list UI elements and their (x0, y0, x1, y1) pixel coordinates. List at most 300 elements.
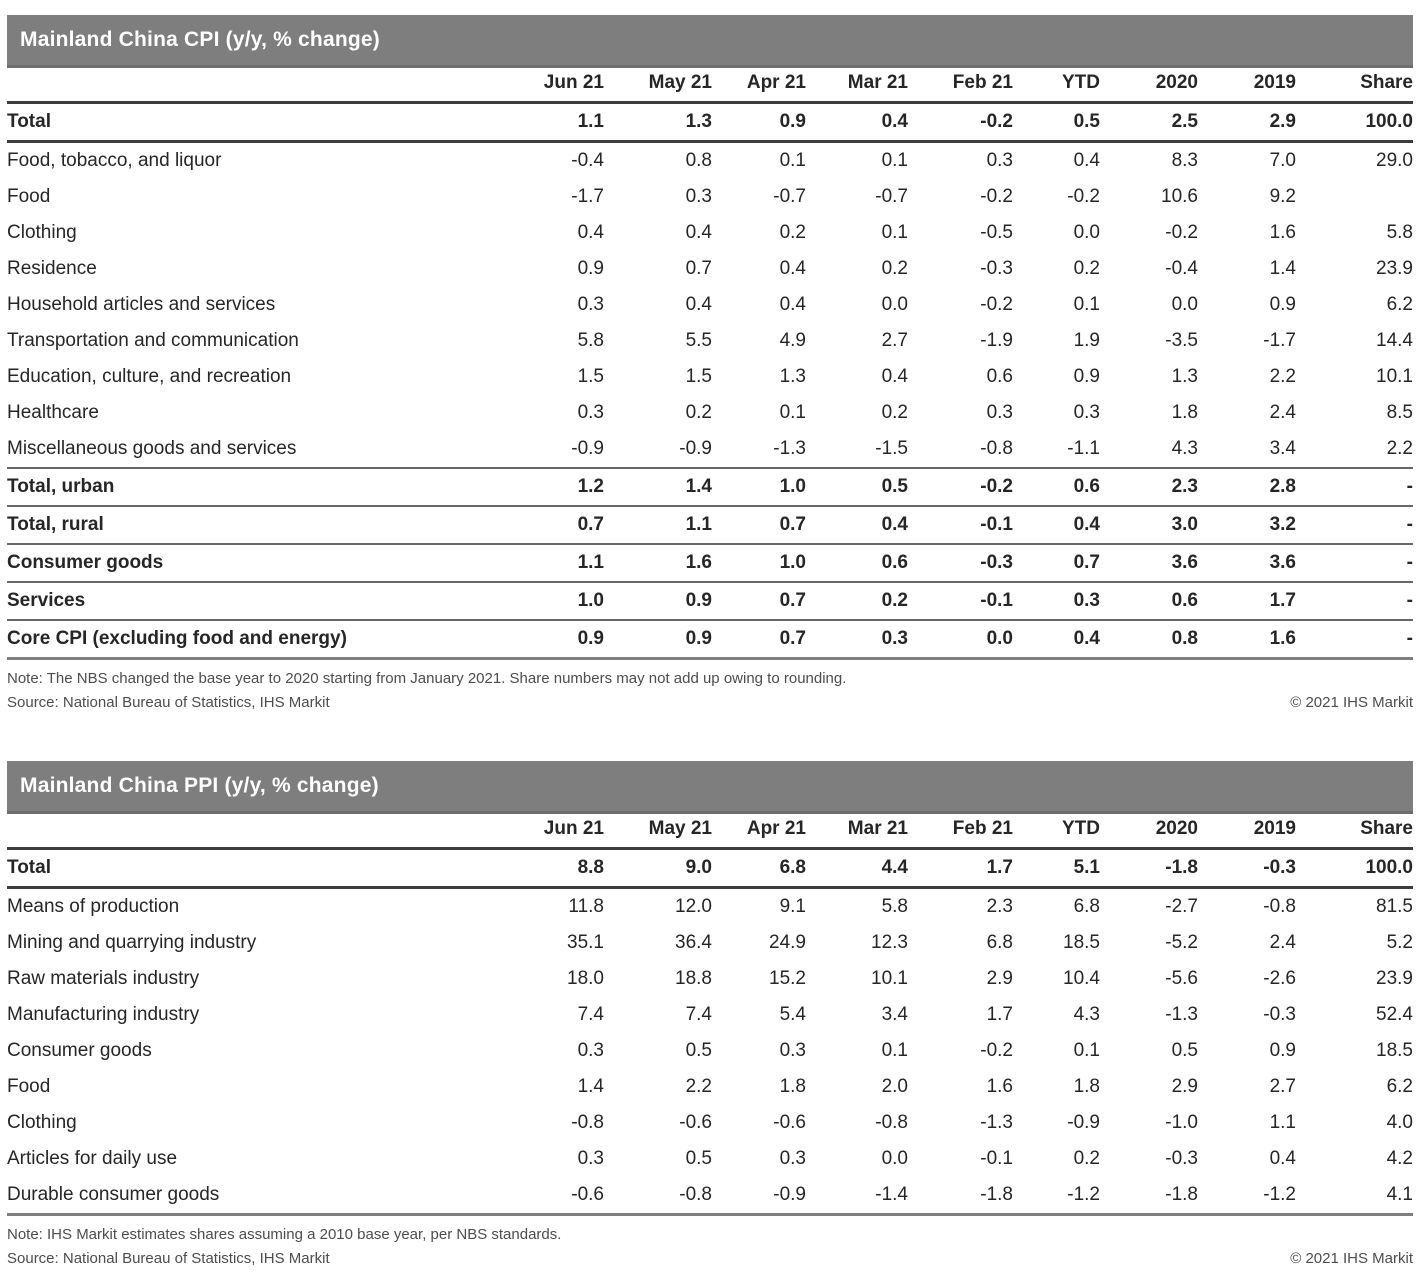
table-row (7, 179, 1413, 215)
value-cell: 2.0 (881, 1076, 908, 1097)
value-cell: 7.0 (1269, 150, 1296, 171)
row-label: Clothing (7, 222, 77, 243)
value-cell: 4.4 (806, 849, 908, 888)
value-cell: -0.2 (980, 186, 1013, 207)
value-cell: 18.8 (675, 968, 712, 989)
value-cell: 0.5 (1171, 1040, 1198, 1061)
value-cell: 2.9 (1198, 103, 1296, 142)
value-cell: -1.5 (806, 431, 908, 468)
value-cell: -1.3 (980, 1112, 1013, 1133)
value-cell: 0.9 (712, 103, 806, 142)
value-cell: 2.4 (1269, 402, 1296, 423)
value-cell: 0.4 (685, 294, 712, 315)
row-label: Food (7, 186, 51, 207)
value-cell: 18.0 (567, 968, 604, 989)
ppi-title-bar (7, 761, 1413, 814)
ppi-source: Source: National Bureau of Statistics, IHS Markit (7, 1250, 330, 1267)
value-cell: 0.4 (577, 222, 604, 243)
ppi-copyright: © 2021 IHS Markit (1290, 1250, 1413, 1267)
value-cell: -0.2 (980, 294, 1013, 315)
value-cell: 0.1 (1073, 294, 1100, 315)
value-cell: -0.2 (1165, 222, 1198, 243)
value-cell: -0.9 (604, 431, 712, 468)
value-cell: -1.0 (1165, 1112, 1198, 1133)
value-cell: 1.5 (577, 366, 604, 387)
value-cell: -0.2 (908, 103, 1013, 142)
value-cell: 2.3 (986, 896, 1013, 917)
value-cell: 0.4 (881, 366, 908, 387)
value-cell: - (1296, 468, 1413, 506)
value-cell: -0.8 (571, 1112, 604, 1133)
row-label: Mining and quarrying industry (7, 932, 257, 953)
table-row (7, 431, 1413, 468)
value-cell: 0.3 (986, 150, 1013, 171)
value-cell: 2.7 (1269, 1076, 1296, 1097)
row-label: Household articles and services (7, 294, 276, 315)
row-label: Total, urban (7, 468, 455, 506)
value-cell: -0.2 (980, 1040, 1013, 1061)
row-label: Food (7, 1076, 51, 1097)
value-cell: 0.1 (779, 150, 806, 171)
value-cell: 0.4 (1073, 150, 1100, 171)
value-cell: 0.3 (577, 1040, 604, 1061)
value-cell: 1.1 (604, 506, 712, 544)
row-label: Clothing (7, 1112, 77, 1133)
value-cell: -1.8 (1100, 1177, 1198, 1215)
value-cell: 0.7 (1013, 544, 1100, 582)
value-cell: 24.9 (769, 932, 806, 953)
value-cell: 0.4 (806, 103, 908, 142)
value-cell: -0.3 (1165, 1148, 1198, 1169)
value-cell: 1.7 (1198, 582, 1296, 620)
value-cell: 36.4 (675, 932, 712, 953)
row-label: Residence (7, 258, 97, 279)
row-label: Means of production (7, 896, 180, 917)
cpi-source-row (7, 694, 1413, 711)
value-cell: - (1296, 582, 1413, 620)
value-cell: 0.6 (806, 544, 908, 582)
value-cell: 0.3 (1073, 402, 1100, 423)
value-cell: 0.5 (685, 1040, 712, 1061)
table-row (7, 506, 1413, 544)
value-cell: 0.9 (577, 258, 604, 279)
value-cell: 0.6 (1013, 468, 1100, 506)
value-cell: -0.6 (455, 1177, 604, 1215)
value-cell: 2.2 (1269, 366, 1296, 387)
value-cell: 5.8 (881, 896, 908, 917)
table-row (7, 215, 1413, 251)
value-cell: 23.9 (1376, 968, 1413, 989)
value-cell: 29.0 (1376, 150, 1413, 171)
value-cell: 1.4 (604, 468, 712, 506)
value-cell: 12.3 (871, 932, 908, 953)
value-cell: 0.2 (881, 402, 908, 423)
table-row (7, 1141, 1413, 1177)
value-cell: 4.3 (1100, 431, 1198, 468)
table-row (7, 1177, 1413, 1215)
value-cell: 5.5 (685, 330, 712, 351)
value-cell: 2.2 (685, 1076, 712, 1097)
value-cell: 6.8 (712, 849, 806, 888)
ppi-table (7, 814, 1413, 1216)
row-label: Total (7, 103, 455, 142)
column-header-2020: 2020 (1100, 814, 1198, 849)
value-cell: 2.9 (1171, 1076, 1198, 1097)
value-cell: 12.0 (675, 896, 712, 917)
value-cell: 0.4 (806, 506, 908, 544)
column-header-share: Share (1296, 814, 1413, 849)
value-cell: 0.7 (455, 506, 604, 544)
value-cell: 4.0 (1386, 1112, 1413, 1133)
value-cell: 0.7 (685, 258, 712, 279)
value-cell: 0.2 (881, 258, 908, 279)
table-row (7, 103, 1413, 142)
cpi-section (7, 15, 1413, 711)
table-row (7, 1105, 1413, 1141)
value-cell: 8.8 (455, 849, 604, 888)
value-cell: -1.1 (1013, 431, 1100, 468)
value-cell: 1.6 (1269, 222, 1296, 243)
value-cell: 0.1 (779, 402, 806, 423)
cpi-column-header-row (7, 68, 1413, 103)
table-row (7, 544, 1413, 582)
value-cell: 0.1 (1073, 1040, 1100, 1061)
column-header-mar-21: Mar 21 (806, 814, 908, 849)
cpi-section-title: Mainland China CPI (y/y, % change) (20, 28, 380, 51)
column-header-feb-21: Feb 21 (908, 68, 1013, 103)
value-cell: -1.7 (571, 186, 604, 207)
column-header-empty (7, 814, 455, 849)
value-cell: 5.8 (577, 330, 604, 351)
column-header-apr-21: Apr 21 (712, 814, 806, 849)
column-header-jun-21: Jun 21 (455, 814, 604, 849)
value-cell: 0.5 (1013, 103, 1100, 142)
value-cell: 81.5 (1376, 896, 1413, 917)
table-row (7, 142, 1413, 180)
value-cell: -1.8 (908, 1177, 1013, 1215)
value-cell: 0.3 (806, 620, 908, 659)
table-row (7, 925, 1413, 961)
value-cell: 0.2 (806, 582, 908, 620)
value-cell: 5.8 (1386, 222, 1413, 243)
value-cell: 5.2 (1386, 932, 1413, 953)
value-cell: 1.4 (1269, 258, 1296, 279)
value-cell: 0.3 (685, 186, 712, 207)
value-cell: 1.6 (604, 544, 712, 582)
value-cell: -0.5 (980, 222, 1013, 243)
value-cell (1296, 179, 1413, 215)
table-row (7, 849, 1413, 888)
value-cell: 0.9 (455, 620, 604, 659)
cpi-copyright: © 2021 IHS Markit (1290, 694, 1413, 711)
row-label: Durable consumer goods (7, 1177, 455, 1215)
value-cell: -0.9 (712, 1177, 806, 1215)
value-cell: 2.9 (986, 968, 1013, 989)
value-cell: 1.1 (1269, 1112, 1296, 1133)
value-cell: 2.4 (1269, 932, 1296, 953)
value-cell: 0.3 (577, 402, 604, 423)
value-cell: 1.0 (455, 582, 604, 620)
value-cell: 10.4 (1063, 968, 1100, 989)
value-cell: 0.0 (881, 294, 908, 315)
value-cell: 6.8 (986, 932, 1013, 953)
value-cell: 0.9 (1269, 294, 1296, 315)
value-cell: 0.4 (1269, 1148, 1296, 1169)
value-cell: 10.1 (1376, 366, 1413, 387)
value-cell: -0.8 (875, 1112, 908, 1133)
value-cell: 0.6 (986, 366, 1013, 387)
value-cell: 6.2 (1386, 294, 1413, 315)
value-cell: -0.1 (908, 582, 1013, 620)
value-cell: 1.6 (1198, 620, 1296, 659)
value-cell: -0.7 (773, 186, 806, 207)
value-cell: 0.7 (712, 582, 806, 620)
value-cell: 0.9 (1269, 1040, 1296, 1061)
ppi-section (7, 761, 1413, 1267)
row-label: Services (7, 582, 455, 620)
value-cell: 0.6 (1100, 582, 1198, 620)
value-cell: 0.4 (685, 222, 712, 243)
value-cell: 1.8 (1171, 402, 1198, 423)
value-cell: 0.4 (1013, 506, 1100, 544)
table-row (7, 997, 1413, 1033)
value-cell: 0.9 (1073, 366, 1100, 387)
value-cell: 5.4 (779, 1004, 806, 1025)
row-label: Total, rural (7, 506, 455, 544)
row-label: Consumer goods (7, 544, 455, 582)
column-header-2019: 2019 (1198, 68, 1296, 103)
value-cell: -0.1 (908, 506, 1013, 544)
value-cell: 4.1 (1296, 1177, 1413, 1215)
value-cell: 2.5 (1100, 103, 1198, 142)
value-cell: 11.8 (568, 896, 604, 917)
value-cell: -1.2 (1013, 1177, 1100, 1215)
column-header-ytd: YTD (1013, 68, 1100, 103)
value-cell: 0.5 (806, 468, 908, 506)
table-row (7, 961, 1413, 997)
value-cell: 0.0 (1171, 294, 1198, 315)
value-cell: -0.8 (1263, 896, 1296, 917)
value-cell: 0.4 (779, 294, 806, 315)
value-cell: -0.9 (1067, 1112, 1100, 1133)
table-row (7, 395, 1413, 431)
value-cell: 1.5 (685, 366, 712, 387)
value-cell: 0.0 (881, 1148, 908, 1169)
value-cell: -1.9 (980, 330, 1013, 351)
value-cell: 15.2 (769, 968, 806, 989)
value-cell: -0.2 (908, 468, 1013, 506)
column-header-may-21: May 21 (604, 814, 712, 849)
value-cell: -0.3 (1263, 1004, 1296, 1025)
value-cell: -0.1 (980, 1148, 1013, 1169)
row-label: Articles for daily use (7, 1148, 178, 1169)
value-cell: 1.2 (455, 468, 604, 506)
column-header-share: Share (1296, 68, 1413, 103)
cpi-note: Note: The NBS changed the base year to 2020 starting from January 2021. Share numbers may not add up owing to rounding. (7, 670, 847, 687)
value-cell: 0.9 (604, 620, 712, 659)
ppi-section-title: Mainland China PPI (y/y, % change) (20, 774, 379, 797)
value-cell: 7.4 (577, 1004, 604, 1025)
value-cell: -1.7 (1263, 330, 1296, 351)
value-cell: - (1296, 506, 1413, 544)
value-cell: 3.4 (881, 1004, 908, 1025)
value-cell: 0.7 (712, 506, 806, 544)
value-cell: -0.6 (679, 1112, 712, 1133)
value-cell: - (1296, 544, 1413, 582)
column-header-apr-21: Apr 21 (712, 68, 806, 103)
value-cell: 0.8 (685, 150, 712, 171)
value-cell: 0.1 (881, 150, 908, 171)
row-label: Total (7, 849, 455, 888)
value-cell: -1.3 (1165, 1004, 1198, 1025)
value-cell: -0.2 (1067, 186, 1100, 207)
value-cell: -0.9 (455, 431, 604, 468)
value-cell: 0.7 (712, 620, 806, 659)
row-label: Core CPI (excluding food and energy) (7, 620, 455, 659)
value-cell: 14.4 (1376, 330, 1413, 351)
value-cell: 8.3 (1171, 150, 1198, 171)
value-cell: 2.7 (881, 330, 908, 351)
value-cell: 4.3 (1073, 1004, 1100, 1025)
value-cell: -1.3 (712, 431, 806, 468)
value-cell: 5.1 (1013, 849, 1100, 888)
cpi-table (7, 68, 1413, 660)
value-cell: 0.2 (685, 402, 712, 423)
value-cell: 1.1 (455, 103, 604, 142)
value-cell: 0.3 (577, 294, 604, 315)
table-row (7, 582, 1413, 620)
value-cell: 10.6 (1161, 186, 1198, 207)
column-header-feb-21: Feb 21 (908, 814, 1013, 849)
table-row (7, 1069, 1413, 1105)
cpi-title-bar (7, 15, 1413, 68)
value-cell: -2.7 (1165, 896, 1198, 917)
value-cell: 0.4 (779, 258, 806, 279)
value-cell: 0.8 (1100, 620, 1198, 659)
row-label: Food, tobacco, and liquor (7, 150, 222, 171)
value-cell: 0.5 (685, 1148, 712, 1169)
value-cell: 1.8 (779, 1076, 806, 1097)
value-cell: 9.0 (604, 849, 712, 888)
column-header-jun-21: Jun 21 (455, 68, 604, 103)
value-cell: -1.2 (1198, 1177, 1296, 1215)
value-cell: 52.4 (1376, 1004, 1413, 1025)
value-cell: 1.0 (712, 544, 806, 582)
column-header-ytd: YTD (1013, 814, 1100, 849)
column-header-may-21: May 21 (604, 68, 712, 103)
value-cell: 3.4 (1198, 431, 1296, 468)
column-header-mar-21: Mar 21 (806, 68, 908, 103)
value-cell: 9.1 (779, 896, 806, 917)
value-cell: 6.2 (1386, 1076, 1413, 1097)
value-cell: 0.2 (1073, 1148, 1100, 1169)
value-cell: 0.1 (881, 1040, 908, 1061)
value-cell: -0.3 (1198, 849, 1296, 888)
value-cell: 0.2 (1073, 258, 1100, 279)
row-label: Education, culture, and recreation (7, 366, 292, 387)
value-cell: 0.2 (779, 222, 806, 243)
row-label: Miscellaneous goods and services (7, 431, 455, 468)
value-cell: 1.0 (712, 468, 806, 506)
value-cell: 3.6 (1100, 544, 1198, 582)
value-cell: -0.3 (980, 258, 1013, 279)
value-cell: 6.8 (1073, 896, 1100, 917)
value-cell: -1.8 (1100, 849, 1198, 888)
value-cell: -5.6 (1165, 968, 1198, 989)
value-cell: 23.9 (1376, 258, 1413, 279)
value-cell: 1.3 (604, 103, 712, 142)
value-cell: 0.4 (1013, 620, 1100, 659)
value-cell: 1.3 (779, 366, 806, 387)
value-cell: 7.4 (685, 1004, 712, 1025)
value-cell: 3.2 (1198, 506, 1296, 544)
value-cell: 10.1 (871, 968, 908, 989)
ppi-source-row (7, 1250, 1413, 1267)
ppi-note: Note: IHS Markit estimates shares assuming a 2010 base year, per NBS standards. (7, 1226, 562, 1243)
table-row (7, 287, 1413, 323)
column-header-2019: 2019 (1198, 814, 1296, 849)
value-cell: 1.4 (577, 1076, 604, 1097)
ppi-column-header-row (7, 814, 1413, 849)
value-cell: 4.2 (1386, 1148, 1413, 1169)
value-cell: -0.8 (604, 1177, 712, 1215)
value-cell: -3.5 (1165, 330, 1198, 351)
value-cell: -2.6 (1263, 968, 1296, 989)
table-row (7, 620, 1413, 659)
value-cell: - (1296, 620, 1413, 659)
value-cell: 1.3 (1171, 366, 1198, 387)
value-cell: 1.7 (986, 1004, 1013, 1025)
value-cell: 1.9 (1073, 330, 1100, 351)
row-label: Manufacturing industry (7, 1004, 200, 1025)
row-label: Healthcare (7, 402, 99, 423)
value-cell: 8.5 (1386, 402, 1413, 423)
value-cell: 100.0 (1296, 849, 1413, 888)
value-cell: 3.0 (1100, 506, 1198, 544)
row-label: Transportation and communication (7, 330, 299, 351)
table-row (7, 888, 1413, 926)
value-cell: 3.6 (1198, 544, 1296, 582)
value-cell: -0.7 (875, 186, 908, 207)
value-cell: 0.9 (604, 582, 712, 620)
value-cell: 100.0 (1296, 103, 1413, 142)
value-cell: -0.6 (773, 1112, 806, 1133)
value-cell: 4.9 (779, 330, 806, 351)
value-cell: -1.4 (806, 1177, 908, 1215)
value-cell: 0.3 (779, 1040, 806, 1061)
table-row (7, 468, 1413, 506)
value-cell: 35.1 (567, 932, 604, 953)
value-cell: 2.8 (1198, 468, 1296, 506)
row-label: Raw materials industry (7, 968, 200, 989)
table-row (7, 359, 1413, 395)
value-cell: 0.0 (908, 620, 1013, 659)
value-cell: 2.3 (1100, 468, 1198, 506)
value-cell: -5.2 (1165, 932, 1198, 953)
value-cell: 0.0 (1073, 222, 1100, 243)
table-row (7, 251, 1413, 287)
value-cell: 0.3 (779, 1148, 806, 1169)
value-cell: -0.8 (908, 431, 1013, 468)
value-cell: 1.6 (986, 1076, 1013, 1097)
value-cell: 0.3 (1013, 582, 1100, 620)
value-cell: 1.8 (1073, 1076, 1100, 1097)
column-header-2020: 2020 (1100, 68, 1198, 103)
value-cell: 0.3 (577, 1148, 604, 1169)
value-cell: 0.3 (986, 402, 1013, 423)
value-cell: 18.5 (1063, 932, 1100, 953)
value-cell: 1.1 (455, 544, 604, 582)
